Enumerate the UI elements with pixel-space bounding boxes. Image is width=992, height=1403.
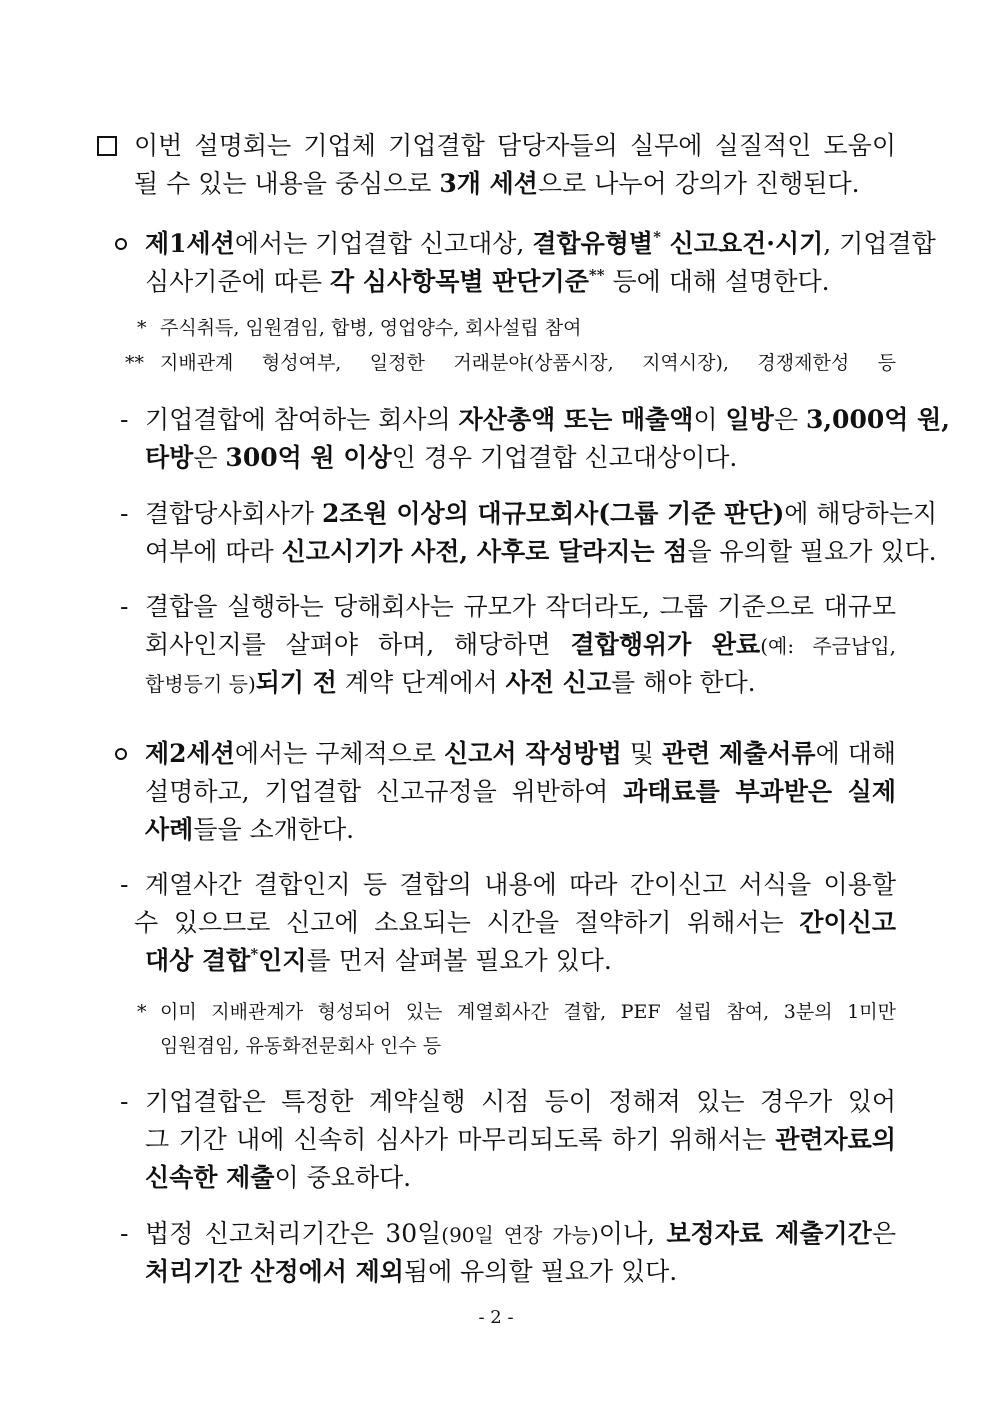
circle-bullet-icon: [115, 238, 127, 250]
session2-line-2: 설명하고, 기업결합 신고규정을 위반하여 과태료를 부과받은 실제: [145, 777, 896, 806]
session2-line-1: 제2세션에서는 구체적으로 신고서 작성방법 및 관련 제출서류에 대해: [145, 739, 896, 768]
session2-detail1-line-3: 대상 결합*인지를 먼저 살펴볼 필요가 있다.: [145, 945, 612, 975]
square-bullet-icon: [97, 136, 117, 156]
session1-detail1-line-1: 기업결합에 참여하는 회사의 자산총액 또는 매출액이 일방은 3,000억 원,: [145, 405, 950, 434]
session1-detail2-line-1: 결합당사회사가 2조원 이상의 대규모회사(그룹 기준 판단)에 해당하는지: [145, 499, 938, 528]
intro-line-2: 될 수 있는 내용을 중심으로 3개 세션으로 나누어 강의가 진행된다.: [134, 169, 860, 198]
footnote-marker: *: [137, 317, 147, 339]
session1-detail2-line-2: 여부에 따라 신고시기가 사전, 사후로 달라지는 점을 유의할 필요가 있다.: [145, 537, 937, 566]
session1-line-2: 심사기준에 따른 각 심사항목별 판단기준** 등에 대해 설명한다.: [145, 266, 830, 296]
dash-bullet: -: [120, 499, 129, 528]
session1-detail1-line-2: 타방은 300억 원 이상인 경우 기업결합 신고대상이다.: [145, 443, 738, 472]
dash-bullet: -: [120, 1087, 129, 1116]
session2-detail1-line-2: 수 있으므로 신고에 소요되는 시간을 절약하기 위해서는 간이신고: [134, 908, 896, 937]
session2-detail3-line-2: 처리기간 산정에서 제외됨에 유의할 필요가 있다.: [145, 1257, 678, 1286]
session1-note-1: 주식취득, 임원겸임, 합병, 영업양수, 회사설립 참여: [160, 317, 582, 339]
session1-detail3-line-2: 회사인지를 살펴야 하며, 해당하면 결합행위가 완료(예: 주금납입,: [145, 630, 896, 659]
dash-bullet: -: [120, 592, 129, 621]
dash-bullet: -: [120, 870, 129, 899]
session2-note-line-1: 이미 지배관계가 형성되어 있는 계열회사간 결합, PEF 설립 참여, 3분의 1미만: [160, 1001, 896, 1023]
circle-bullet-icon: [115, 748, 127, 760]
session1-line-1: 제1세션에서는 기업결합 신고대상, 결합유형별* 신고요건·시기, 기업결합: [145, 228, 936, 258]
footnote-marker: **: [125, 352, 144, 374]
intro-line-1: 이번 설명회는 기업체 기업결합 담당자들의 실무에 실질적인 도움이: [134, 131, 896, 160]
dash-bullet: -: [120, 405, 129, 434]
session1-detail3-line-1: 결합을 실행하는 당해회사는 규모가 작더라도, 그룹 기준으로 대규모: [145, 592, 896, 621]
session2-line-3: 사례들을 소개한다.: [145, 815, 355, 844]
session2-detail2-line-3: 신속한 제출이 중요하다.: [145, 1163, 412, 1192]
dash-bullet: -: [120, 1219, 129, 1248]
session2-detail2-line-2: 그 기간 내에 신속히 심사가 마무리되도록 하기 위해서는 관련자료의: [145, 1125, 896, 1154]
session2-detail1-line-1: 계열사간 결합인지 등 결합의 내용에 따라 간이신고 서식을 이용할: [145, 870, 896, 899]
session2-detail2-line-1: 기업결합은 특정한 계약실행 시점 등이 정해져 있는 경우가 있어: [145, 1087, 896, 1116]
page-number: - 2 -: [478, 1307, 514, 1328]
session2-note-line-2: 임원겸임, 유동화전문회사 인수 등: [160, 1035, 442, 1057]
session2-detail3-line-1: 법정 신고처리기간은 30일(90일 연장 가능)이나, 보정자료 제출기간은: [145, 1219, 896, 1248]
session1-note-2: 지배관계 형성여부, 일정한 거래분야(상품시장, 지역시장), 경쟁제한성 등: [160, 352, 896, 374]
footnote-marker: *: [137, 1001, 147, 1023]
session1-detail3-line-3: 합병등기 등)되기 전 계약 단계에서 사전 신고를 해야 한다.: [145, 668, 756, 697]
